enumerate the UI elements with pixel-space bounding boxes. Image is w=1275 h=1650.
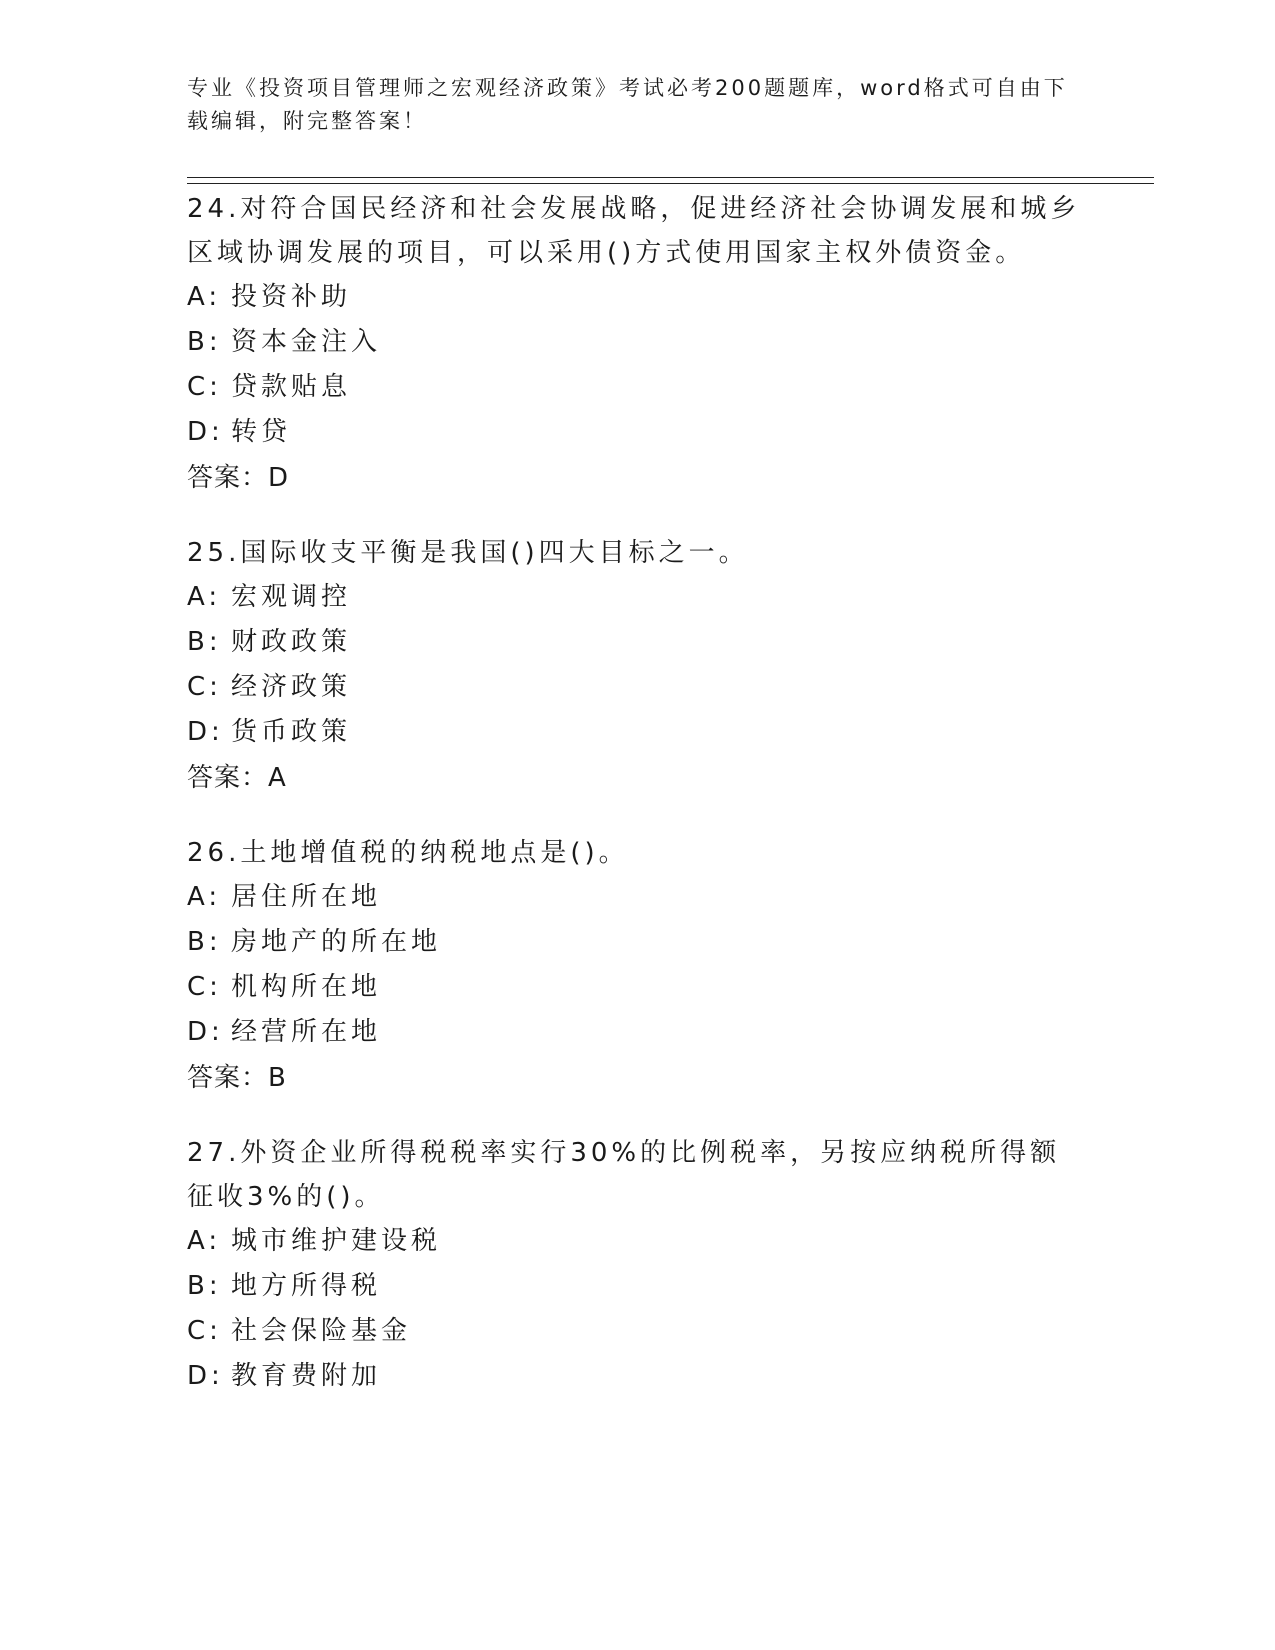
option-key: A: bbox=[187, 882, 222, 912]
option-key: D: bbox=[187, 717, 224, 747]
question-list bbox=[187, 187, 1087, 1429]
option-list bbox=[187, 275, 1087, 455]
option-list bbox=[187, 875, 1087, 1055]
option-a bbox=[187, 875, 1087, 920]
option-key: D: bbox=[187, 417, 224, 447]
option-key: B: bbox=[187, 927, 222, 957]
option-text: 房地产的所在地 bbox=[231, 927, 442, 957]
option-key: C: bbox=[187, 972, 222, 1002]
option-key: A: bbox=[187, 582, 222, 612]
option-key: C: bbox=[187, 672, 222, 702]
option-key: A: bbox=[187, 282, 222, 312]
option-b bbox=[187, 920, 1087, 965]
option-text: 社会保险基金 bbox=[231, 1316, 412, 1346]
option-text: 资本金注入 bbox=[231, 327, 382, 357]
option-text: 转贷 bbox=[231, 417, 292, 447]
answer-line: 答案：B bbox=[187, 1063, 287, 1093]
option-text: 宏观调控 bbox=[231, 582, 352, 612]
option-a bbox=[187, 275, 1087, 320]
option-b bbox=[187, 1264, 1087, 1309]
question-stem: 25.国际收支平衡是我国()四大目标之一。 bbox=[187, 538, 749, 568]
option-d bbox=[187, 410, 1087, 455]
option-text: 财政政策 bbox=[231, 627, 352, 657]
option-text: 居住所在地 bbox=[231, 882, 382, 912]
option-key: B: bbox=[187, 627, 222, 657]
answer-line: 答案：A bbox=[187, 763, 287, 793]
option-key: C: bbox=[187, 372, 222, 402]
option-text: 贷款贴息 bbox=[231, 372, 352, 402]
option-text: 教育费附加 bbox=[231, 1361, 382, 1391]
option-c bbox=[187, 965, 1087, 1010]
question-25 bbox=[187, 531, 1087, 801]
question-27 bbox=[187, 1131, 1087, 1399]
question-26 bbox=[187, 831, 1087, 1101]
header-divider-top bbox=[187, 177, 1154, 178]
option-list bbox=[187, 575, 1087, 755]
option-list bbox=[187, 1219, 1087, 1399]
option-a bbox=[187, 575, 1087, 620]
option-key: D: bbox=[187, 1361, 224, 1391]
answer-line: 答案：D bbox=[187, 463, 290, 493]
option-text: 经营所在地 bbox=[231, 1017, 382, 1047]
question-stem: 26.土地增值税的纳税地点是()。 bbox=[187, 838, 629, 868]
document-header: 专业《投资项目管理师之宏观经济政策》考试必考200题题库，word格式可自由下载编辑，附完整答案！ bbox=[187, 76, 1068, 133]
option-c bbox=[187, 1309, 1087, 1354]
question-stem: 27.外资企业所得税税率实行30%的比例税率，另按应纳税所得额征收3%的()。 bbox=[187, 1138, 1061, 1212]
option-text: 经济政策 bbox=[231, 672, 352, 702]
option-text: 城市维护建设税 bbox=[231, 1226, 442, 1256]
option-key: A: bbox=[187, 1226, 222, 1256]
option-b bbox=[187, 620, 1087, 665]
option-key: D: bbox=[187, 1017, 224, 1047]
option-d bbox=[187, 710, 1087, 755]
option-c bbox=[187, 665, 1087, 710]
option-d bbox=[187, 1010, 1087, 1055]
option-text: 货币政策 bbox=[231, 717, 352, 747]
option-text: 地方所得税 bbox=[231, 1271, 382, 1301]
option-c bbox=[187, 365, 1087, 410]
header-divider-bottom bbox=[187, 183, 1154, 184]
option-a bbox=[187, 1219, 1087, 1264]
option-key: C: bbox=[187, 1316, 222, 1346]
question-24 bbox=[187, 187, 1087, 501]
option-text: 机构所在地 bbox=[231, 972, 382, 1002]
question-stem: 24.对符合国民经济和社会发展战略，促进经济社会协调发展和城乡区域协调发展的项目，可以采用()方式使用国家主权外债资金。 bbox=[187, 194, 1081, 268]
option-text: 投资补助 bbox=[231, 282, 352, 312]
option-key: B: bbox=[187, 327, 222, 357]
option-d bbox=[187, 1354, 1087, 1399]
option-key: B: bbox=[187, 1271, 222, 1301]
option-b bbox=[187, 320, 1087, 365]
